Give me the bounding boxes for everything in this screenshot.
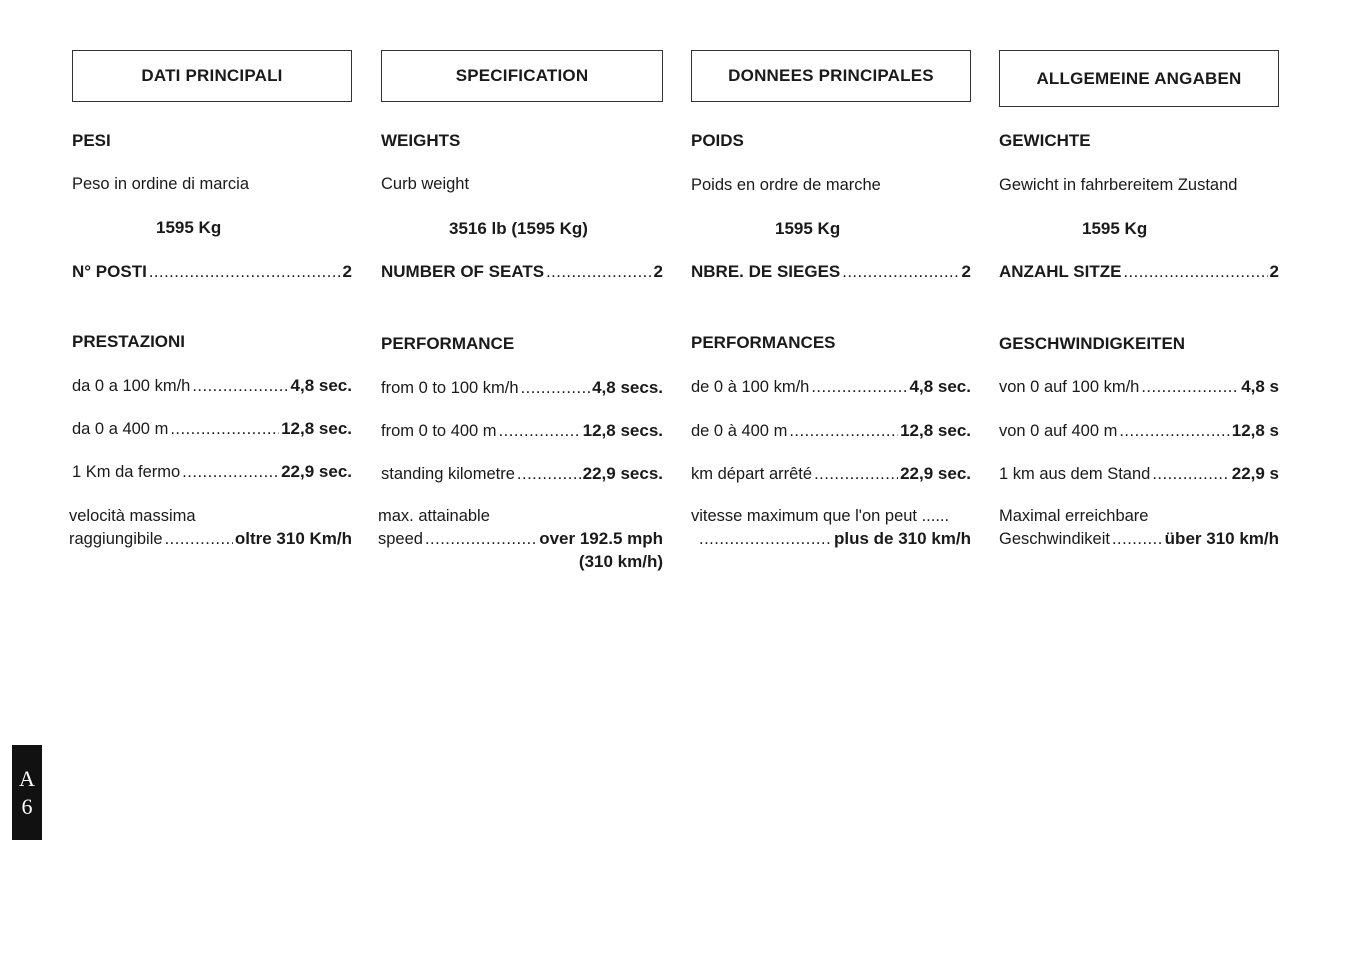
seats-row	[691, 262, 971, 282]
accel-400-value: 12,8 sec.	[900, 421, 971, 440]
seats-label: N° POSTI	[72, 262, 147, 281]
vmax-label-line2: speed	[378, 530, 423, 548]
vmax-row	[999, 529, 1279, 549]
curb-weight-label: Peso in ordine di marcia	[72, 175, 250, 193]
leader-dots	[811, 378, 907, 397]
leader-dots	[192, 377, 288, 396]
vmax-label-line1: vitesse maximum que l'on peut ......	[691, 507, 950, 525]
accel-400-label: da 0 a 400 m	[72, 420, 169, 438]
accel-400-value: 12,8 secs.	[582, 421, 663, 440]
curb-weight-value: 1595 Kg	[1082, 219, 1148, 238]
section-title: DONNEES PRINCIPALES	[728, 66, 934, 85]
standing-km-label: 1 km aus dem Stand	[999, 465, 1151, 483]
standing-km-row	[72, 462, 352, 482]
standing-km-label: km départ arrêté	[691, 465, 813, 483]
performance-heading: PERFORMANCES	[691, 333, 836, 352]
section-title-box	[72, 50, 352, 102]
standing-km-label: 1 Km da fermo	[72, 463, 181, 481]
column-german	[999, 0, 1279, 600]
accel-100-row	[691, 377, 971, 397]
seats-label: NUMBER OF SEATS	[381, 262, 545, 281]
standing-km-value: 22,9 sec.	[281, 462, 352, 481]
leader-dots	[1119, 422, 1229, 441]
accel-400-label: from 0 to 400 m	[381, 422, 497, 440]
leader-dots	[1112, 530, 1163, 549]
seats-row	[72, 262, 352, 282]
performance-heading: PERFORMANCE	[381, 334, 515, 353]
page-tab	[12, 745, 42, 840]
weights-heading: WEIGHTS	[381, 131, 461, 150]
vmax-label-line1: max. attainable	[378, 507, 490, 525]
seats-value: 2	[1269, 262, 1279, 281]
section-title-box	[691, 50, 971, 102]
accel-100-value: 4,8 s	[1241, 377, 1279, 396]
leader-dots	[170, 420, 279, 439]
leader-dots	[521, 379, 591, 398]
accel-400-row	[691, 421, 971, 441]
seats-value: 2	[653, 262, 663, 281]
accel-100-label: de 0 à 100 km/h	[691, 378, 810, 396]
leader-dots	[165, 530, 233, 549]
accel-100-row	[999, 377, 1279, 397]
section-title: ALLGEMEINE ANGABEN	[1036, 68, 1242, 88]
accel-100-value: 4,8 secs.	[592, 378, 663, 397]
vmax-value: over 192.5 mph	[539, 529, 663, 548]
section-title-box	[999, 50, 1279, 107]
section-title: SPECIFICATION	[455, 66, 589, 85]
accel-400-value: 12,8 sec.	[281, 419, 352, 438]
leader-dots	[1141, 378, 1239, 397]
curb-weight-value: 1595 Kg	[156, 218, 222, 237]
accel-400-row	[72, 419, 352, 439]
seats-value: 2	[961, 262, 971, 281]
column-english	[378, 0, 663, 600]
standing-km-value: 22,9 s	[1231, 464, 1279, 483]
accel-100-row	[72, 376, 352, 396]
curb-weight-label: Gewicht in fahrbereitem Zustand	[999, 176, 1238, 194]
accel-400-row	[999, 421, 1279, 441]
standing-km-row	[999, 464, 1279, 484]
vmax-label-line1: Maximal erreichbare	[999, 507, 1149, 525]
standing-km-row	[381, 464, 663, 484]
vmax-value: oltre 310 Km/h	[234, 529, 352, 548]
vmax-label-line2: raggiungibile	[69, 530, 163, 548]
vmax-value: plus de 310 km/h	[834, 529, 971, 548]
accel-100-value: 4,8 sec.	[909, 377, 971, 396]
accel-100-label: von 0 auf 100 km/h	[999, 378, 1140, 396]
page-tab-letter: A	[19, 765, 35, 791]
section-title: DATI PRINCIPALI	[141, 66, 283, 85]
weights-heading: POIDS	[691, 131, 744, 150]
accel-400-label: de 0 à 400 m	[691, 422, 788, 440]
vmax-value-metric: (310 km/h)	[578, 552, 663, 571]
leader-dots	[517, 465, 581, 484]
curb-weight-label: Curb weight	[381, 175, 470, 193]
column-italian	[69, 0, 352, 600]
accel-400-label: von 0 auf 400 m	[999, 422, 1118, 440]
accel-100-label: from 0 to 100 km/h	[381, 379, 519, 397]
leader-dots	[789, 422, 898, 441]
standing-km-value: 22,9 secs.	[582, 464, 663, 483]
leader-dots	[842, 263, 959, 282]
leader-dots	[182, 463, 279, 482]
weights-heading: GEWICHTE	[999, 131, 1091, 150]
vmax-label-line2: Geschwindikeit	[999, 530, 1110, 548]
page-tab-number: 6	[21, 793, 33, 819]
leader-dots	[499, 422, 581, 441]
performance-heading: GESCHWINDIGKEITEN	[999, 334, 1186, 353]
seats-label: NBRE. DE SIEGES	[691, 262, 841, 281]
curb-weight-label: Poids en ordre de marche	[691, 176, 881, 194]
vmax-row	[69, 529, 352, 549]
leader-dots	[546, 263, 651, 282]
standing-km-label: standing kilometre	[381, 465, 515, 483]
leader-dots	[699, 530, 832, 549]
weights-heading: PESI	[72, 131, 111, 150]
leader-dots	[814, 465, 898, 484]
seats-value: 2	[342, 262, 352, 281]
accel-100-row	[381, 378, 663, 398]
vmax-row	[378, 529, 663, 549]
standing-km-value: 22,9 sec.	[900, 464, 971, 483]
vmax-value: über 310 km/h	[1164, 529, 1279, 548]
vmax-row	[697, 529, 971, 549]
leader-dots	[1152, 465, 1229, 484]
leader-dots	[149, 263, 341, 282]
seats-label: ANZAHL SITZE	[999, 262, 1122, 281]
accel-400-row	[381, 421, 663, 441]
standing-km-row	[691, 464, 971, 484]
vmax-label-line1: velocità massima	[69, 507, 196, 525]
accel-100-label: da 0 a 100 km/h	[72, 377, 191, 395]
performance-heading: PRESTAZIONI	[72, 332, 186, 351]
leader-dots	[425, 530, 537, 549]
accel-400-value: 12,8 s	[1231, 421, 1279, 440]
column-french	[691, 0, 971, 600]
curb-weight-value: 3516 lb (1595 Kg)	[449, 219, 588, 238]
seats-row	[999, 262, 1279, 282]
section-title-box	[381, 50, 663, 102]
seats-row	[381, 262, 663, 282]
curb-weight-value: 1595 Kg	[775, 219, 841, 238]
leader-dots	[1123, 263, 1267, 282]
accel-100-value: 4,8 sec.	[290, 376, 352, 395]
